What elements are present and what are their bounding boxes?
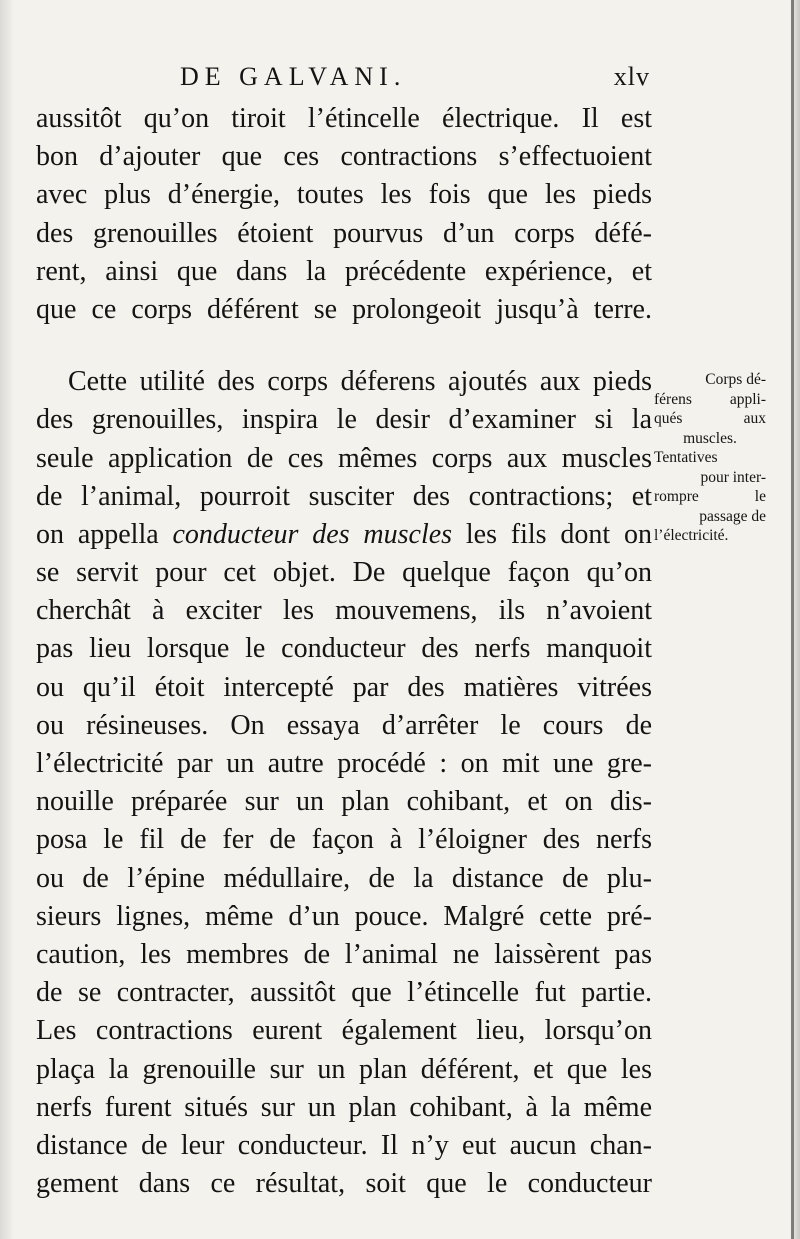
margin-note-line: pour inter- bbox=[700, 468, 766, 486]
text-line-with-italic bbox=[36, 516, 652, 554]
text-line: de l’animal, pourroit susciter des contractions; et bbox=[36, 480, 652, 512]
margin-note-line: férens appli- bbox=[654, 390, 766, 408]
margin-note-line: passage de bbox=[699, 507, 766, 525]
page-edge-shadow bbox=[791, 0, 794, 1239]
text-line: distance de leur conducteur. Il n’y eut aucun chan- bbox=[36, 1129, 652, 1161]
margin-note-line: Tentatives bbox=[654, 449, 718, 466]
margin-note-line: rompre le bbox=[654, 488, 766, 505]
text-line: rent, ainsi que dans la précédente expérience, et bbox=[36, 255, 652, 287]
text-line: aussitôt qu’on tiroit l’étincelle électrique. Il est bbox=[36, 103, 652, 134]
body-text bbox=[36, 100, 652, 1203]
running-title: DE GALVANI. bbox=[180, 62, 407, 91]
text-line: des grenouilles, inspira le desir d’examiner si la bbox=[36, 404, 652, 436]
text-line: des grenouilles étoient pourvus d’un corps défé- bbox=[36, 217, 652, 249]
italic-term: conducteur des muscles bbox=[172, 518, 453, 550]
text-line: caution, les membres de l’animal ne laissèrent pas bbox=[36, 938, 652, 970]
text-run: on appella bbox=[36, 518, 173, 550]
text-line: seule application de ces mêmes corps aux muscles bbox=[36, 442, 652, 474]
text-line: posa le fil de fer de façon à l’éloigner des nerfs bbox=[36, 824, 652, 856]
text-line: l’électricité par un autre procédé : on mit une gre- bbox=[36, 748, 652, 779]
text-line: de se contracter, aussitôt que l’étincelle fut partie. bbox=[36, 977, 652, 1009]
paragraph-1 bbox=[36, 100, 652, 329]
text-line: avec plus d’énergie, toutes les fois que les pieds bbox=[36, 179, 652, 211]
text-run: les fils dont on bbox=[452, 518, 652, 550]
margin-note bbox=[654, 370, 766, 546]
text-line: cherchât à exciter les mouvemens, ils n’avoient bbox=[36, 595, 652, 627]
paragraph-spacer bbox=[36, 329, 652, 363]
text-line: que ce corps déférent se prolongeoit jusqu’à terre. bbox=[36, 293, 652, 325]
margin-note-line: qués aux bbox=[654, 410, 766, 427]
text-line: bon d’ajouter que ces contractions s’effectuoient bbox=[36, 141, 652, 173]
text-line: ou résineuses. On essaya d’arrêter le cours de bbox=[36, 709, 652, 741]
text-line: gement dans ce résultat, soit que le conducteur bbox=[36, 1168, 652, 1200]
margin-note-line: Corps dé- bbox=[705, 371, 766, 388]
text-line: Cette utilité des corps déferens ajoutés aux pieds bbox=[68, 366, 652, 398]
text-line: sieurs lignes, même d’un pouce. Malgré cette pré- bbox=[36, 900, 652, 932]
margin-note-line: l’électricité. bbox=[654, 527, 729, 544]
text-line: plaça la grenouille sur un plan déférent, et que les bbox=[36, 1053, 652, 1085]
text-line: pas lieu lorsque le conducteur des nerfs manquoit bbox=[36, 633, 652, 665]
page-header bbox=[180, 62, 650, 102]
paragraph-2 bbox=[36, 363, 652, 1203]
margin-note-line: muscles. bbox=[683, 429, 737, 447]
text-line: nouille préparée sur un plan cohibant, et on dis- bbox=[36, 786, 652, 818]
text-line: Les contractions eurent également lieu, lorsqu’on bbox=[36, 1015, 652, 1047]
text-line: nerfs furent situés sur un plan cohibant, à la même bbox=[36, 1091, 652, 1123]
page-number: xlv bbox=[613, 62, 650, 91]
text-line: ou de l’épine médullaire, de la distance de plu- bbox=[36, 862, 652, 894]
text-line: ou qu’il étoit intercepté par des matières vitrées bbox=[36, 671, 652, 703]
text-line: se servit pour cet objet. De quelque façon qu’on bbox=[36, 557, 652, 589]
